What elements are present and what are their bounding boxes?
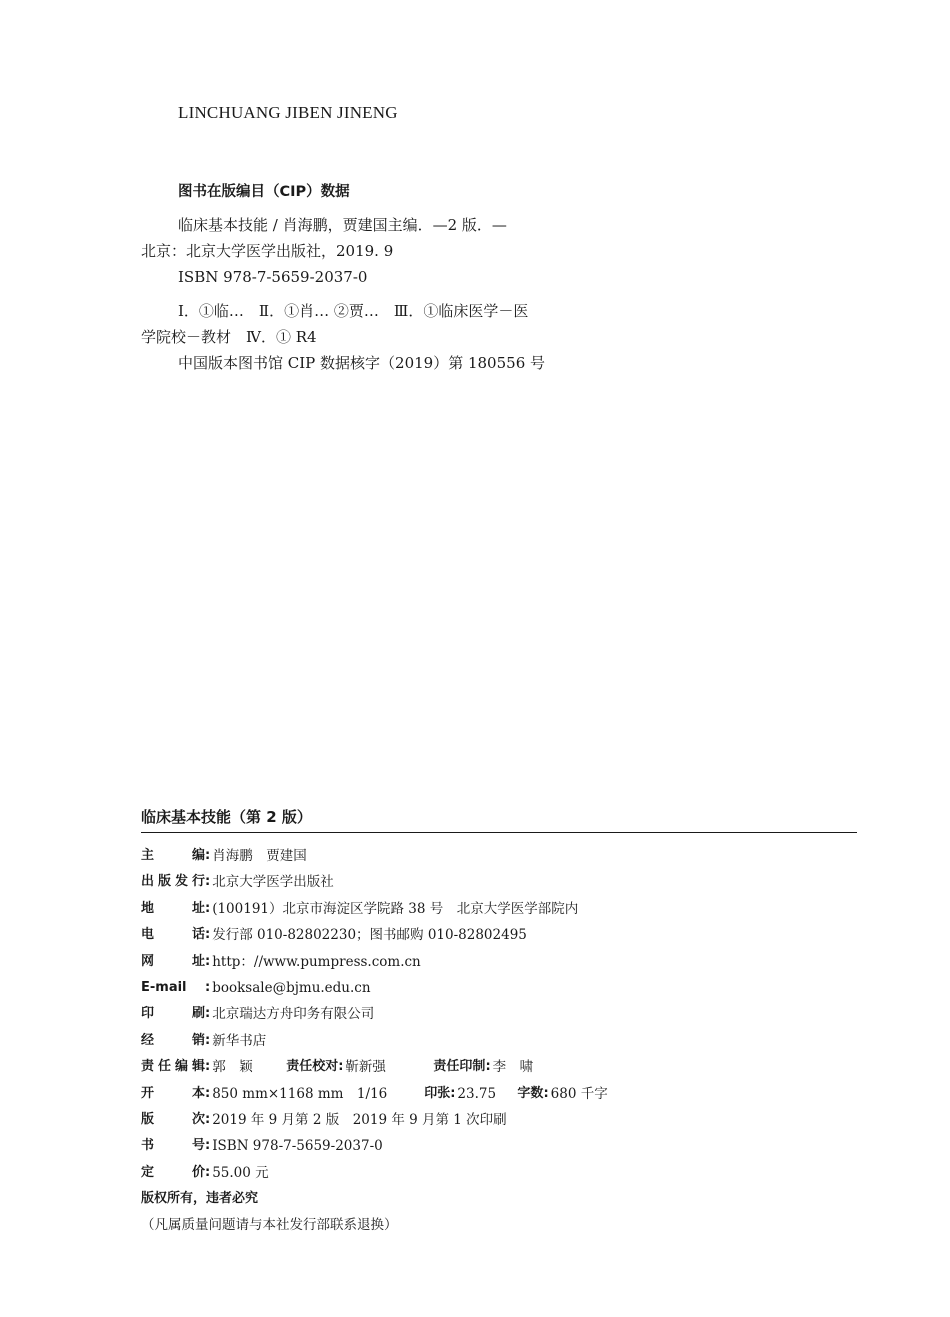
row-label: 经销: [141, 1032, 205, 1048]
format-row: 开本 : 850 mm×1168 mm 1/16 印张 : 23.75 字数 : 680 千字: [141, 1081, 857, 1107]
colophon-row: 印刷 : 北京瑞达方舟印务有限公司: [141, 1001, 857, 1027]
row-label: 网址: [141, 953, 205, 969]
row-label: 责任编辑: [141, 1059, 205, 1075]
words-value: 680 千字: [550, 1085, 608, 1102]
colophon-row: 书号 : ISBN 978-7-5659-2037-0: [141, 1133, 857, 1159]
row-value: 55.00 元: [212, 1164, 269, 1181]
row-label: 出版发行: [141, 874, 205, 890]
proofreader-label: 责任校对: [286, 1059, 339, 1075]
colophon-row: 版次 : 2019 年 9 月第 2 版 2019 年 9 月第 1 次印刷: [141, 1107, 857, 1133]
editors-row: 责任编辑 : 郭 颖 责任校对 : 靳新强 责任印制 : 李 啸: [141, 1054, 857, 1080]
format-value: 850 mm×1168 mm 1/16: [212, 1085, 388, 1102]
row-label: 版次: [141, 1111, 205, 1127]
colophon-row: 电话 : 发行部 010-82802230；图书邮购 010-82802495: [141, 922, 857, 948]
pinyin-title: LINCHUANG JIBEN JINENG: [178, 103, 398, 122]
row-label: 定价: [141, 1164, 205, 1180]
row-value: 肖海鹏 贾建国: [212, 848, 307, 864]
row-value: ISBN 978-7-5659-2037-0: [212, 1138, 383, 1155]
row-label: 主编: [141, 848, 205, 863]
cip-line: ISBN 978-7-5659-2037-0: [178, 268, 368, 286]
row-label: 开本: [141, 1085, 205, 1101]
return-note: （凡属质量问题请与本社发行部联系退换）: [141, 1217, 398, 1234]
row-value: booksale@bjmu.edu.cn: [212, 979, 371, 996]
colophon-rows: [141, 843, 857, 1239]
row-label: 地址: [141, 900, 205, 916]
row-label: E-mail: [141, 979, 187, 995]
colophon-row: E-mail : booksale@bjmu.edu.cn: [141, 975, 857, 1001]
colophon-row: 出版发行 : 北京大学医学出版社: [141, 869, 857, 895]
rights-notice: 版权所有，违者必究: [141, 1191, 259, 1207]
print-manager-value: 李 啸: [492, 1059, 534, 1076]
row-value: (100191）北京市海淀区学院路 38 号 北京大学医学部院内: [212, 900, 579, 917]
cip-line: 北京：北京大学医学出版社，2019. 9: [141, 242, 394, 260]
proofreader-value: 靳新强: [345, 1059, 386, 1076]
row-value: 新华书店: [212, 1032, 267, 1049]
row-value: 发行部 010-82802230；图书邮购 010-82802495: [212, 927, 527, 944]
cip-line: 临床基本技能 / 肖海鹏，贾建国主编．—2 版．—: [178, 216, 507, 234]
cip-line: 学院校－教材 Ⅳ．① R4: [141, 328, 317, 346]
cip-line: 中国版本图书馆 CIP 数据核字（2019）第 180556 号: [178, 354, 546, 372]
sheets-label: 印张: [424, 1085, 451, 1101]
cip-line: Ⅰ．①临… Ⅱ．①肖… ②贾… Ⅲ．①临床医学－医: [178, 302, 529, 320]
row-label: 电话: [141, 927, 205, 943]
colophon-title: 临床基本技能（第 2 版）: [141, 806, 857, 833]
row-label: 书号: [141, 1138, 205, 1154]
colophon-row: 经销 : 新华书店: [141, 1028, 857, 1054]
sheets-value: 23.75: [457, 1085, 497, 1102]
cip-record: [141, 212, 621, 376]
row-value: http：//www.pumpress.com.cn: [212, 953, 421, 970]
row-label: 印刷: [141, 1006, 205, 1022]
colophon: [141, 806, 857, 1239]
row-value: 北京瑞达方舟印务有限公司: [212, 1006, 375, 1023]
words-label: 字数: [517, 1085, 544, 1101]
row-value: 2019 年 9 月第 2 版 2019 年 9 月第 1 次印刷: [212, 1111, 507, 1128]
cip-heading: 图书在版编目（CIP）数据: [178, 184, 350, 200]
colophon-row: 主编 : 肖海鹏 贾建国: [141, 843, 857, 869]
colophon-row: 网址 : http：//www.pumpress.com.cn: [141, 949, 857, 975]
colophon-row: 地址 : (100191）北京市海淀区学院路 38 号 北京大学医学部院内: [141, 896, 857, 922]
colophon-row: 定价 : 55.00 元: [141, 1160, 857, 1186]
print-manager-label: 责任印制: [433, 1059, 486, 1075]
editor-value: 郭 颖: [212, 1059, 253, 1076]
row-value: 北京大学医学出版社: [212, 874, 334, 891]
